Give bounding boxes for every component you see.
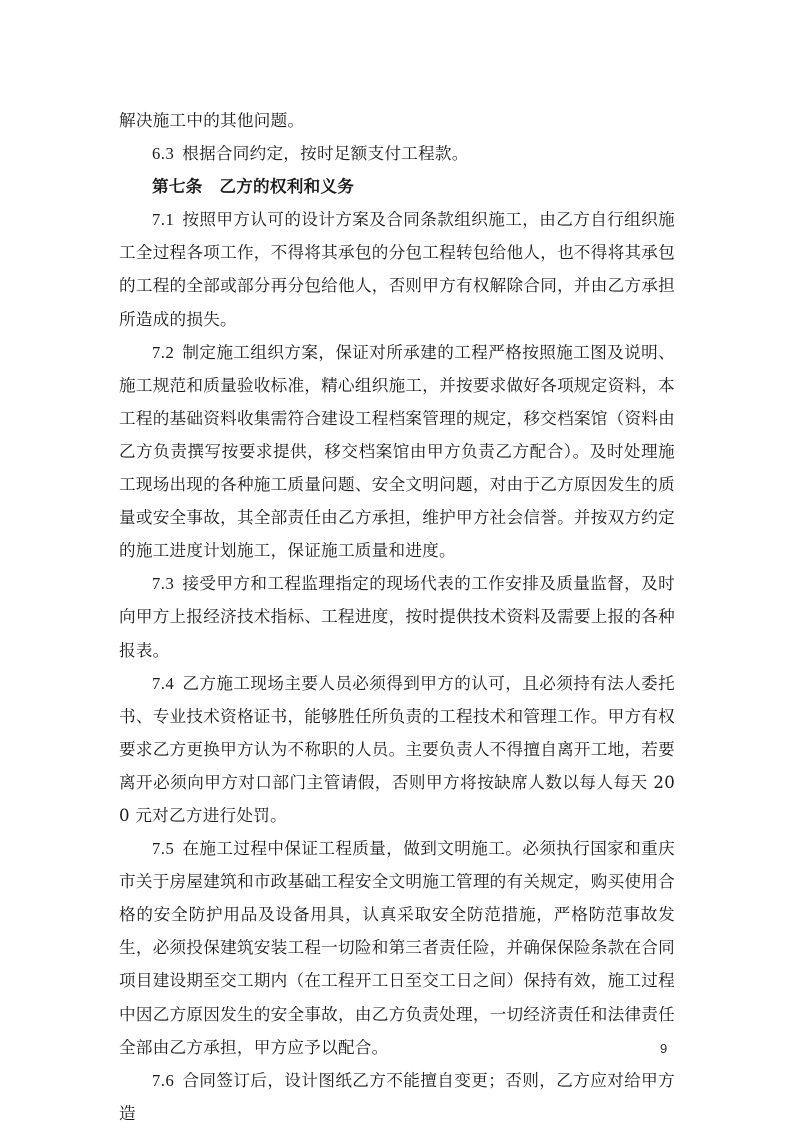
clause-7-5 (119, 832, 675, 1064)
article-heading (119, 170, 675, 203)
clause-text: 乙方施工现场主要人员必须得到甲方的认可，且必须持有法人委托书、专业技术资格证书，能够胜任所负责的工程技术和管理工作。甲方有权要求乙方更换甲方认为不称职的人员。主要负责人不得擅自离开工地，若要离开必须向甲方对口部门主管请假，否则甲方将按缺席人数以每人每天 200 元对乙方进行处罚。 (119, 673, 675, 825)
clause-text: 根据合同约定，按时足额支付工程款。 (182, 144, 469, 164)
clause-number: 7.6 (152, 1070, 175, 1090)
clause-number: 7.2 (152, 342, 175, 362)
page-number: 9 (660, 1041, 668, 1056)
clause-7-1 (119, 203, 675, 335)
clause-text: 在施工过程中保证工程质量，做到文明施工。必须执行国家和重庆市关于房屋建筑和市政基础工程安全文明施工管理的有关规定，购买使用合格的安全防护用品及设备用具，认真采取安全防范措施，严格防范事故发生，必须投保建筑安装工程一切险和第三者责任险，并确保保险条款在合同项目建设期至交工期内（在工程开工日至交工日之间）保持有效，施工过程中因乙方原因发生的安全事故，由乙方负责处理，一切经济责任和法律责任全部由乙方承担，甲方应予以配合。 (119, 839, 675, 1057)
clause-text: 制定施工组织方案，保证对所承建的工程严格按照施工图及说明、施工规范和质量验收标准，精心组织施工，并按要求做好各项规定资料，本工程的基础资料收集需符合建设工程档案管理的规定，移交档案馆（资料由乙方负责撰写按要求提供，移交档案馆由甲方负责乙方配合）。及时处理施工现场出现的各种施工质量问题、安全文明问题，对由于乙方原因发生的质量或安全事故，其全部责任由乙方承担，维护甲方社会信誉。并按双方约定的施工进度计划施工，保证施工质量和进度。 (119, 342, 675, 561)
clause-number: 7.1 (152, 210, 175, 230)
clause-number: 7.5 (152, 839, 175, 859)
document-body (119, 104, 675, 1130)
clause-number: 7.4 (152, 673, 175, 693)
clause-text: 接受甲方和工程监理指定的现场代表的工作安排及质量监督，及时向甲方上报经济技术指标、工程进度，按时提供技术资料及需要上报的各种报表。 (119, 574, 675, 660)
heading-text: 第七条 乙方的权利和义务 (152, 176, 355, 197)
clause-7-4 (119, 667, 675, 832)
clause-number: 7.3 (152, 574, 175, 594)
clause-6-3 (119, 137, 675, 170)
paragraph-continuation (119, 104, 675, 137)
clause-7-2 (119, 336, 675, 568)
paragraph-text: 解决施工中的其他问题。 (119, 111, 305, 130)
clause-text: 合同签订后，设计图纸乙方不能擅自变更；否则，乙方应对给甲方造 (119, 1070, 675, 1123)
clause-7-6 (119, 1064, 675, 1130)
clause-text: 按照甲方认可的设计方案及合同条款组织施工，由乙方自行组织施工全过程各项工作，不得将其承包的分包工程转包给他人，也不得将其承包的工程的全部或部分再分包给他人，否则甲方有权解除合同，并由乙方承担所造成的损失。 (119, 210, 675, 329)
clause-7-3 (119, 567, 675, 666)
clause-number: 6.3 (152, 144, 175, 164)
